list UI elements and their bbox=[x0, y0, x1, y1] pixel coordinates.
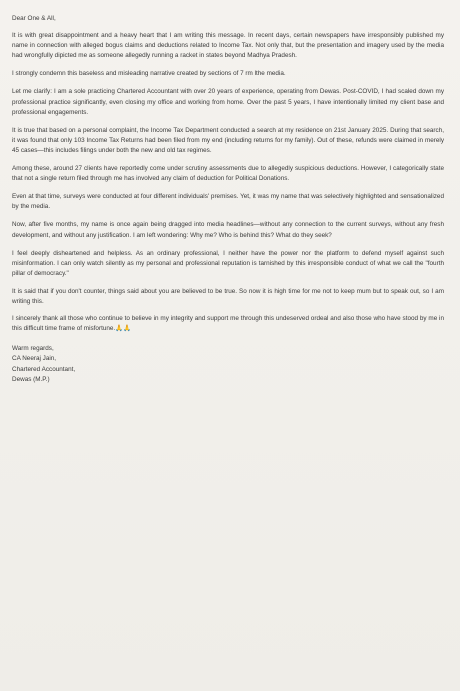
paragraph-1: It is with great disappointment and a heavy heart that I am writing this message. In recent days, certain newspapers have irresponsibly published my name in connection with alleged bogus claims and deductions related to Income Tax. Not only that, but the presentation and imagery used by the media had wrongfully dipicted me as someone allegedly running a racket in states beyond Madhya Pradesh. bbox=[12, 32, 444, 60]
paragraph-7: Now, after five months, my name is once again being dragged into media headlines—without any connection to the current surveys, without any fresh development, and without any justification. I am left wondering: Why me? Who is behind this? What do they seek? bbox=[12, 221, 444, 239]
paragraph-6: Even at that time, surveys were conducted at four different individuals' premises. Yet, it was my name that was selectively highlighted and sensationalized by the media. bbox=[12, 193, 444, 211]
signer-place: Dewas (M.P.) bbox=[12, 375, 50, 383]
signer-name: CA Neeraj Jain, bbox=[12, 355, 57, 363]
paragraph-8: I feel deeply disheartened and helpless. As an ordinary professional, I neither have the power nor the platform to defend myself against such misinformation. I can only watch silently as my personal and professional reputation is tarnished by this irresponsible conduct of what we call the "fourth pillar of democracy." bbox=[12, 249, 444, 277]
paragraph-5: Among these, around 27 clients have reportedly come under scrutiny assessments due to allegedly suspicious deductions. However, I categorically state that not a single return filed through me has involved any claim of deduction for Political Donations. bbox=[12, 165, 444, 183]
paragraph-2: I strongly condemn this baseless and misleading narrative created by sections of 7 rm lthe media. bbox=[12, 70, 286, 78]
signer-title: Chartered Accountant, bbox=[12, 365, 76, 373]
paragraph-9: It is said that if you don't counter, things said about you are believed to be true. So now it is high time for me not to keep mum but to speak out, so I am writing this. bbox=[12, 287, 444, 305]
paragraph-10: I sincerely thank all those who continue to believe in my integrity and support me through this undeserved ordeal and also those who have stood by me in this difficult time frame of misfortune.🙏🙏 bbox=[12, 315, 444, 333]
signature-block bbox=[12, 344, 444, 385]
closing-regards: Warm regards, bbox=[12, 345, 54, 353]
salutation: Dear One & All, bbox=[12, 15, 56, 22]
paragraph-4: It is true that based on a personal complaint, the Income Tax Department conducted a search at my residence on 21st January 2025. During that search, it was found that only 103 Income Tax Returns had been filed from my end (including returns for my family). Out of these, refunds were claimed in merely 45 cases—this includes filings under both the new and old tax regimes. bbox=[12, 126, 444, 154]
paragraph-3: Let me clarify: I am a sole practicing Chartered Accountant with over 20 years of experience, operating from Dewas. Post-COVID, I had scaled down my professional practice significantly, even closing my office and working from home. Over the past 5 years, I have intentionally limited my client base and professional engagements. bbox=[12, 88, 444, 116]
